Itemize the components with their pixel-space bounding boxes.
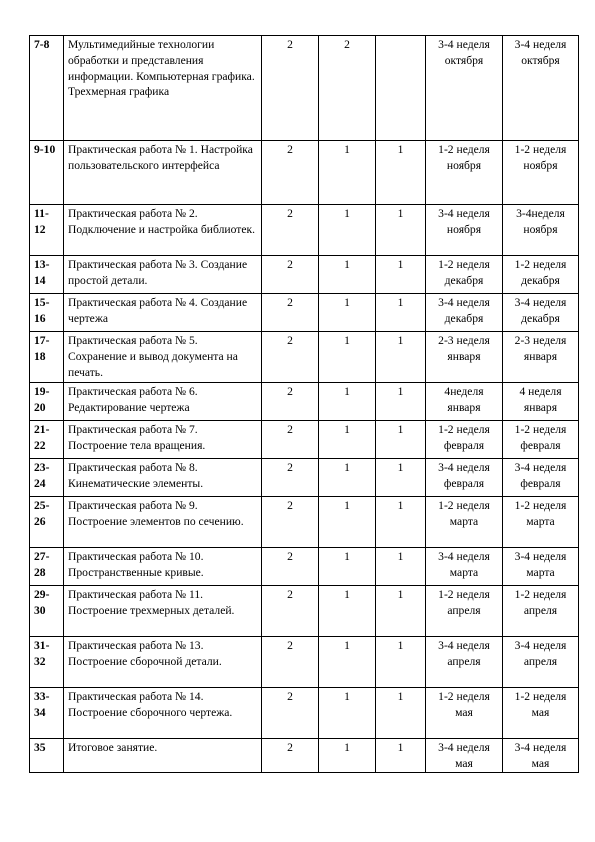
theory-hours-cell: 1 — [319, 637, 376, 688]
planned-date-cell: 1-2 неделя мая — [426, 688, 503, 739]
row-number-cell: 31-32 — [30, 637, 64, 688]
practice-hours-cell: 1 — [376, 586, 426, 637]
planned-date-cell: 1-2 неделя декабря — [426, 256, 503, 294]
actual-date-cell: 1-2 неделя декабря — [503, 256, 579, 294]
practice-hours-cell: 1 — [376, 256, 426, 294]
topic-cell: Практическая работа № 1. Настройка пользовательского интерфейса — [64, 141, 262, 205]
practice-hours-cell: 1 — [376, 383, 426, 421]
actual-date-cell: 1-2 неделя ноября — [503, 141, 579, 205]
theory-hours-cell: 1 — [319, 332, 376, 383]
table-row — [30, 256, 579, 294]
total-hours-cell: 2 — [262, 497, 319, 548]
row-number-cell: 19-20 — [30, 383, 64, 421]
topic-cell: Практическая работа № 9. Построение элементов по сечению. — [64, 497, 262, 548]
row-number-cell: 21-22 — [30, 421, 64, 459]
actual-date-cell: 3-4неделя ноября — [503, 205, 579, 256]
total-hours-cell: 2 — [262, 36, 319, 141]
actual-date-cell: 1-2 неделя мая — [503, 688, 579, 739]
row-number-cell: 23-24 — [30, 459, 64, 497]
planned-date-cell: 2-3 неделя января — [426, 332, 503, 383]
practice-hours-cell: 1 — [376, 497, 426, 548]
total-hours-cell: 2 — [262, 141, 319, 205]
topic-cell: Практическая работа № 13. Построение сборочной детали. — [64, 637, 262, 688]
table-row — [30, 205, 579, 256]
actual-date-cell: 3-4 неделя марта — [503, 548, 579, 586]
row-number-cell: 25-26 — [30, 497, 64, 548]
total-hours-cell: 2 — [262, 294, 319, 332]
topic-cell: Практическая работа № 4. Создание чертежа — [64, 294, 262, 332]
schedule-rows — [30, 36, 579, 773]
row-number-cell: 11-12 — [30, 205, 64, 256]
actual-date-cell: 3-4 неделя февраля — [503, 459, 579, 497]
planned-date-cell: 1-2 неделя февраля — [426, 421, 503, 459]
actual-date-cell: 4 неделя января — [503, 383, 579, 421]
row-number-cell: 35 — [30, 739, 64, 773]
planned-date-cell: 3-4 неделя марта — [426, 548, 503, 586]
practice-hours-cell: 1 — [376, 421, 426, 459]
theory-hours-cell: 2 — [319, 36, 376, 141]
actual-date-cell: 3-4 неделя декабря — [503, 294, 579, 332]
total-hours-cell: 2 — [262, 459, 319, 497]
actual-date-cell: 3-4 неделя октября — [503, 36, 579, 141]
table-row — [30, 36, 579, 141]
row-number-cell: 9-10 — [30, 141, 64, 205]
total-hours-cell: 2 — [262, 637, 319, 688]
planned-date-cell: 3-4 неделя ноября — [426, 205, 503, 256]
row-number-cell: 7-8 — [30, 36, 64, 141]
topic-cell: Практическая работа № 8. Кинематические элементы. — [64, 459, 262, 497]
actual-date-cell: 2-3 неделя января — [503, 332, 579, 383]
theory-hours-cell: 1 — [319, 586, 376, 637]
row-number-cell: 27-28 — [30, 548, 64, 586]
actual-date-cell: 3-4 неделя мая — [503, 739, 579, 773]
total-hours-cell: 2 — [262, 688, 319, 739]
topic-cell: Практическая работа № 11. Построение трехмерных деталей. — [64, 586, 262, 637]
planned-date-cell: 3-4 неделя февраля — [426, 459, 503, 497]
total-hours-cell: 2 — [262, 421, 319, 459]
planned-date-cell: 3-4 неделя апреля — [426, 637, 503, 688]
practice-hours-cell: 1 — [376, 688, 426, 739]
actual-date-cell: 1-2 неделя февраля — [503, 421, 579, 459]
planned-date-cell: 1-2 неделя марта — [426, 497, 503, 548]
topic-cell: Практическая работа № 6. Редактирование чертежа — [64, 383, 262, 421]
table-row — [30, 586, 579, 637]
practice-hours-cell: 1 — [376, 548, 426, 586]
total-hours-cell: 2 — [262, 332, 319, 383]
row-number-cell: 17-18 — [30, 332, 64, 383]
table-row — [30, 459, 579, 497]
practice-hours-cell: 1 — [376, 141, 426, 205]
table-row — [30, 688, 579, 739]
theory-hours-cell: 1 — [319, 256, 376, 294]
theory-hours-cell: 1 — [319, 459, 376, 497]
total-hours-cell: 2 — [262, 739, 319, 773]
practice-hours-cell: 1 — [376, 459, 426, 497]
topic-cell: Практическая работа № 2. Подключение и настройка библиотек. — [64, 205, 262, 256]
actual-date-cell: 1-2 неделя апреля — [503, 586, 579, 637]
topic-cell: Итоговое занятие. — [64, 739, 262, 773]
practice-hours-cell — [376, 36, 426, 141]
actual-date-cell: 3-4 неделя апреля — [503, 637, 579, 688]
table-row — [30, 739, 579, 773]
topic-cell: Практическая работа № 10. Пространственные кривые. — [64, 548, 262, 586]
table-row — [30, 497, 579, 548]
theory-hours-cell: 1 — [319, 688, 376, 739]
actual-date-cell: 1-2 неделя марта — [503, 497, 579, 548]
row-number-cell: 13-14 — [30, 256, 64, 294]
table-row — [30, 383, 579, 421]
theory-hours-cell: 1 — [319, 383, 376, 421]
topic-cell: Мультимедийные технологии обработки и представления информации. Компьютерная графика. Трехмерная графика — [64, 36, 262, 141]
topic-cell: Практическая работа № 14. Построение сборочного чертежа. — [64, 688, 262, 739]
table-row — [30, 141, 579, 205]
row-number-cell: 29-30 — [30, 586, 64, 637]
theory-hours-cell: 1 — [319, 141, 376, 205]
total-hours-cell: 2 — [262, 383, 319, 421]
theory-hours-cell: 1 — [319, 294, 376, 332]
theory-hours-cell: 1 — [319, 205, 376, 256]
practice-hours-cell: 1 — [376, 637, 426, 688]
planned-date-cell: 4неделя января — [426, 383, 503, 421]
total-hours-cell: 2 — [262, 548, 319, 586]
table-row — [30, 637, 579, 688]
row-number-cell: 33-34 — [30, 688, 64, 739]
theory-hours-cell: 1 — [319, 421, 376, 459]
practice-hours-cell: 1 — [376, 739, 426, 773]
table-row — [30, 294, 579, 332]
theory-hours-cell: 1 — [319, 497, 376, 548]
topic-cell: Практическая работа № 5. Сохранение и вывод документа на печать. — [64, 332, 262, 383]
practice-hours-cell: 1 — [376, 205, 426, 256]
total-hours-cell: 2 — [262, 205, 319, 256]
total-hours-cell: 2 — [262, 256, 319, 294]
row-number-cell: 15-16 — [30, 294, 64, 332]
planned-date-cell: 1-2 неделя апреля — [426, 586, 503, 637]
planned-date-cell: 1-2 неделя ноября — [426, 141, 503, 205]
schedule-table — [29, 35, 579, 773]
planned-date-cell: 3-4 неделя мая — [426, 739, 503, 773]
planned-date-cell: 3-4 неделя октября — [426, 36, 503, 141]
table-row — [30, 421, 579, 459]
table-row — [30, 548, 579, 586]
topic-cell: Практическая работа № 7. Построение тела вращения. — [64, 421, 262, 459]
table-row — [30, 332, 579, 383]
practice-hours-cell: 1 — [376, 332, 426, 383]
schedule-sheet — [29, 35, 579, 773]
practice-hours-cell: 1 — [376, 294, 426, 332]
theory-hours-cell: 1 — [319, 739, 376, 773]
topic-cell: Практическая работа № 3. Создание простой детали. — [64, 256, 262, 294]
planned-date-cell: 3-4 неделя декабря — [426, 294, 503, 332]
total-hours-cell: 2 — [262, 586, 319, 637]
theory-hours-cell: 1 — [319, 548, 376, 586]
